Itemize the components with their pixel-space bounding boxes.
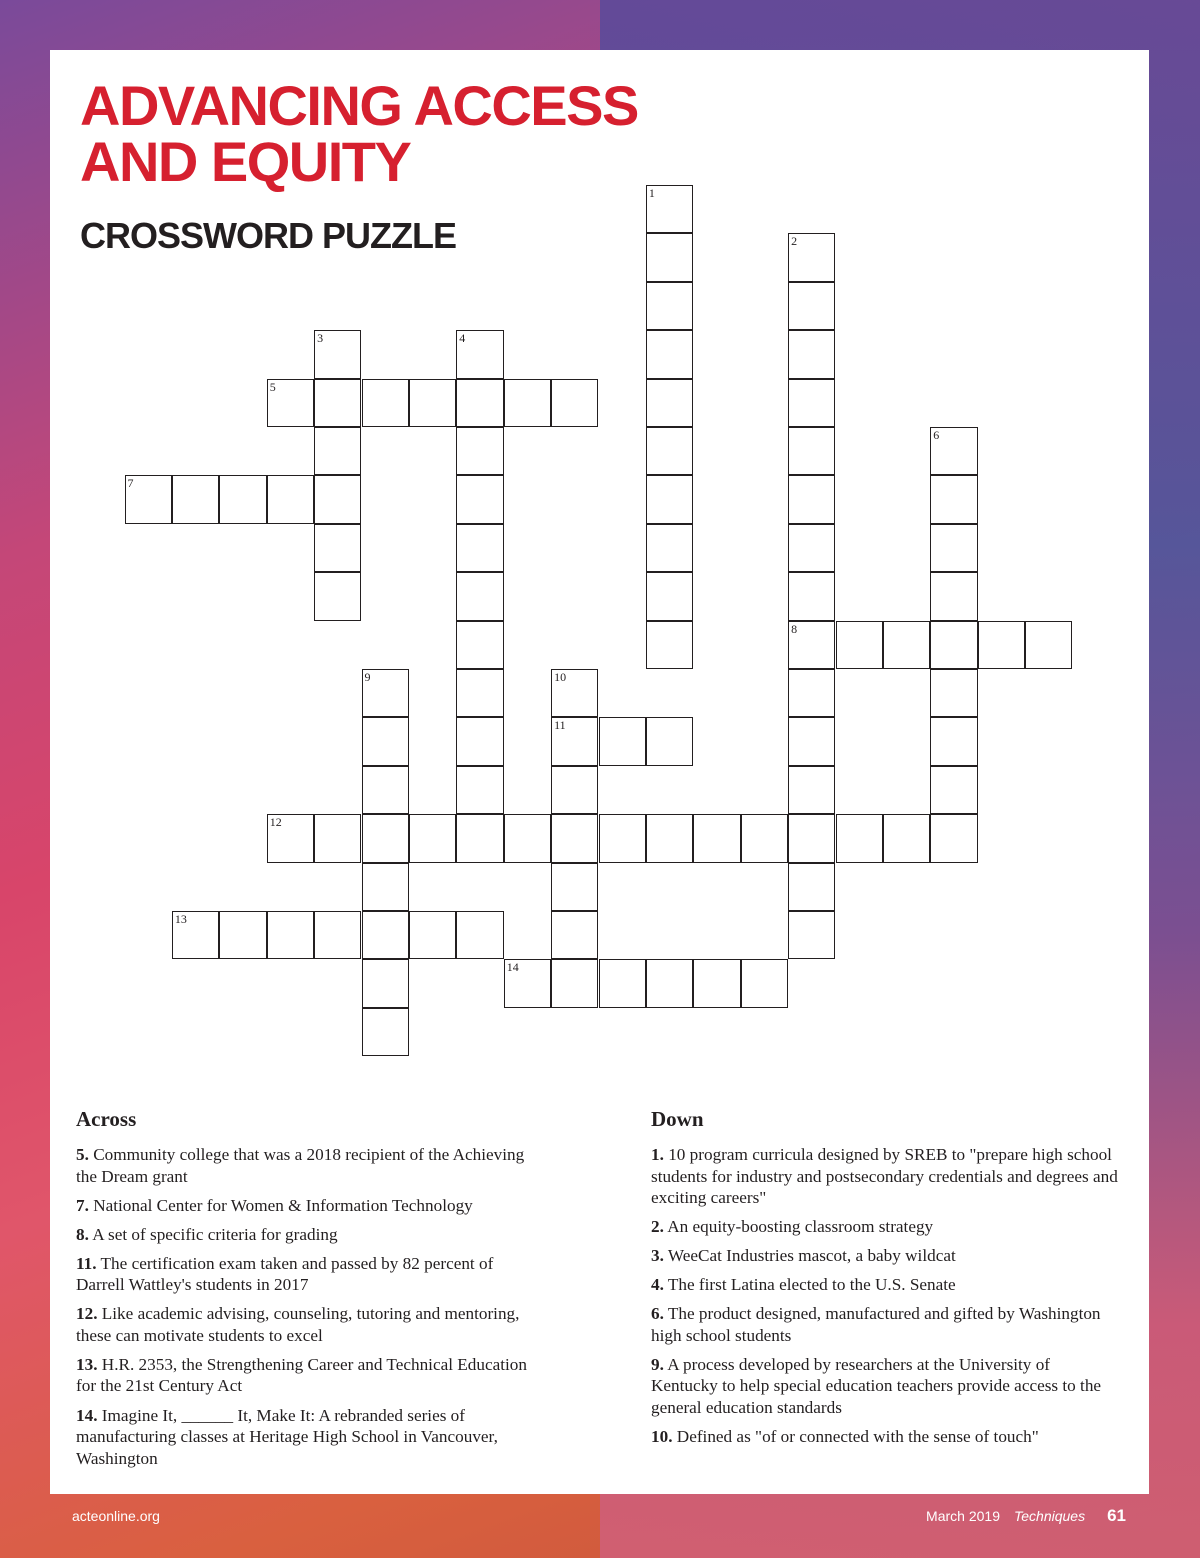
down-clue bbox=[651, 1144, 1121, 1209]
down-clue-number: 10. bbox=[651, 1427, 673, 1447]
crossword-cell[interactable] bbox=[693, 814, 740, 862]
crossword-cell[interactable] bbox=[456, 911, 503, 959]
crossword-cell[interactable] bbox=[456, 475, 503, 523]
across-clue-text: A set of specific criteria for grading bbox=[92, 1224, 338, 1244]
crossword-cell[interactable] bbox=[883, 814, 930, 862]
crossword-cell[interactable] bbox=[456, 814, 503, 862]
across-clue-number: 14. bbox=[76, 1405, 98, 1425]
crossword-cell[interactable] bbox=[362, 669, 409, 717]
down-clue bbox=[651, 1274, 1121, 1296]
down-clue bbox=[651, 1216, 1121, 1238]
clue-number-label: 7 bbox=[127, 476, 134, 491]
crossword-cell[interactable] bbox=[930, 427, 977, 475]
crossword-cell[interactable] bbox=[599, 814, 646, 862]
clue-number-label: 5 bbox=[269, 379, 276, 394]
crossword-cell[interactable] bbox=[930, 717, 977, 765]
crossword-cell[interactable] bbox=[456, 621, 503, 669]
down-clue-text: A process developed by researchers at the University of Kentucky to help special education teachers provide access to the general education standards bbox=[651, 1354, 1102, 1417]
crossword-cell[interactable] bbox=[599, 959, 646, 1007]
crossword-cell[interactable] bbox=[456, 524, 503, 572]
down-clue-list bbox=[651, 1144, 1121, 1448]
across-clue-text: Community college that was a 2018 recipient of the Achieving the Dream grant bbox=[76, 1145, 525, 1186]
page-subtitle: CROSSWORD PUZZLE bbox=[80, 215, 456, 256]
crossword-cell[interactable] bbox=[456, 379, 503, 427]
crossword-cell[interactable] bbox=[456, 766, 503, 814]
crossword-cell[interactable] bbox=[930, 621, 977, 669]
across-clue bbox=[76, 1405, 546, 1470]
crossword-cell[interactable] bbox=[646, 185, 693, 233]
crossword-cell[interactable] bbox=[930, 572, 977, 620]
crossword-cell[interactable] bbox=[456, 669, 503, 717]
crossword-cell[interactable] bbox=[930, 814, 977, 862]
down-clue-number: 3. bbox=[651, 1246, 664, 1266]
crossword-cell[interactable] bbox=[646, 475, 693, 523]
crossword-cell[interactable] bbox=[362, 1008, 409, 1056]
crossword-cell[interactable] bbox=[788, 427, 835, 475]
clue-number-label: 13 bbox=[174, 912, 187, 926]
across-clue-list bbox=[76, 1144, 546, 1469]
across-clue-text: National Center for Women & Information Technology bbox=[93, 1195, 473, 1215]
footer-website[interactable]: acteonline.org bbox=[72, 1508, 160, 1524]
crossword-cell[interactable] bbox=[930, 669, 977, 717]
crossword-cell[interactable] bbox=[646, 524, 693, 572]
across-heading: Across bbox=[76, 1107, 137, 1131]
crossword-cell[interactable] bbox=[646, 330, 693, 378]
down-clue-text: Defined as "of or connected with the sense of touch" bbox=[676, 1427, 1039, 1447]
crossword-cell[interactable] bbox=[314, 379, 361, 427]
footer-magazine-name: Techniques bbox=[1013, 1508, 1086, 1524]
crossword-cell[interactable] bbox=[362, 717, 409, 765]
crossword-cell[interactable] bbox=[788, 717, 835, 765]
across-clue-number: 5. bbox=[76, 1145, 89, 1164]
crossword-cell[interactable] bbox=[646, 282, 693, 330]
crossword-cell[interactable] bbox=[409, 814, 456, 862]
across-clue bbox=[76, 1195, 546, 1217]
down-clue bbox=[651, 1303, 1121, 1346]
crossword-cell[interactable] bbox=[314, 475, 361, 523]
crossword-cell[interactable] bbox=[314, 330, 361, 378]
crossword-cell[interactable] bbox=[456, 572, 503, 620]
crossword-cell[interactable] bbox=[646, 233, 693, 281]
crossword-cell[interactable] bbox=[883, 621, 930, 669]
across-clue-text: Like academic advising, counseling, tutoring and mentoring, these can motivate students to excel bbox=[76, 1304, 520, 1345]
crossword-cell[interactable] bbox=[551, 717, 598, 765]
crossword-cell[interactable] bbox=[504, 959, 551, 1007]
crossword-cell[interactable] bbox=[551, 766, 598, 814]
clue-number-label: 3 bbox=[317, 331, 324, 346]
crossword-cell[interactable] bbox=[646, 717, 693, 765]
crossword-cell[interactable] bbox=[836, 814, 883, 862]
crossword-cell[interactable] bbox=[788, 379, 835, 427]
down-clue-number: 4. bbox=[651, 1275, 664, 1295]
clue-number-label: 6 bbox=[933, 428, 940, 442]
crossword-cell[interactable] bbox=[741, 814, 788, 862]
across-clue bbox=[76, 1303, 546, 1346]
crossword-cell[interactable] bbox=[456, 427, 503, 475]
crossword-cell[interactable] bbox=[456, 717, 503, 765]
crossword-cell[interactable] bbox=[267, 911, 314, 959]
crossword-cell[interactable] bbox=[362, 959, 409, 1007]
crossword-cell[interactable] bbox=[219, 911, 266, 959]
crossword-cell[interactable] bbox=[551, 959, 598, 1007]
crossword-cell[interactable] bbox=[646, 959, 693, 1007]
down-clue-number: 1. bbox=[651, 1145, 664, 1164]
crossword-cell[interactable] bbox=[788, 282, 835, 330]
crossword-cell[interactable] bbox=[646, 814, 693, 862]
across-clue-number: 13. bbox=[76, 1354, 98, 1374]
crossword-cell[interactable] bbox=[551, 863, 598, 911]
crossword-cell[interactable] bbox=[456, 330, 503, 378]
down-clue-text: The product designed, manufactured and gifted by Washington high school students bbox=[651, 1304, 1101, 1345]
crossword-cell[interactable] bbox=[172, 475, 219, 523]
across-clue bbox=[76, 1224, 546, 1246]
crossword-cell[interactable] bbox=[693, 959, 740, 1007]
crossword-cell[interactable] bbox=[551, 379, 598, 427]
across-clue-number: 11. bbox=[76, 1253, 97, 1273]
crossword-cell[interactable] bbox=[551, 911, 598, 959]
down-clue bbox=[651, 1426, 1121, 1448]
crossword-cell[interactable] bbox=[788, 814, 835, 862]
across-clue bbox=[76, 1144, 546, 1187]
crossword-cell[interactable] bbox=[599, 717, 646, 765]
across-clue bbox=[76, 1253, 546, 1296]
crossword-cell[interactable] bbox=[314, 524, 361, 572]
crossword-cell[interactable] bbox=[788, 911, 835, 959]
clue-number-label: 10 bbox=[554, 670, 567, 684]
crossword-cell[interactable] bbox=[551, 669, 598, 717]
clue-number-label: 11 bbox=[554, 718, 566, 733]
crossword-cell[interactable] bbox=[788, 330, 835, 378]
down-heading: Down bbox=[651, 1107, 704, 1131]
clue-number-label: 2 bbox=[791, 234, 798, 249]
down-clue bbox=[651, 1245, 1121, 1267]
crossword-cell[interactable] bbox=[930, 475, 977, 523]
across-clues bbox=[76, 1106, 546, 1477]
crossword-cell[interactable] bbox=[267, 814, 314, 862]
crossword-cell[interactable] bbox=[504, 814, 551, 862]
clue-number-label: 14 bbox=[506, 960, 519, 975]
across-clue-text: H.R. 2353, the Strengthening Career and Technical Education for the 21st Century Act bbox=[76, 1354, 527, 1396]
across-clue-number: 7. bbox=[76, 1195, 89, 1215]
crossword-cell[interactable] bbox=[1025, 621, 1072, 669]
crossword-cell[interactable] bbox=[125, 475, 172, 523]
crossword-cell[interactable] bbox=[646, 427, 693, 475]
crossword-cell[interactable] bbox=[930, 766, 977, 814]
crossword-cell[interactable] bbox=[409, 911, 456, 959]
down-clue bbox=[651, 1354, 1121, 1419]
crossword-cell[interactable] bbox=[219, 475, 266, 523]
across-clue bbox=[76, 1354, 546, 1397]
crossword-cell[interactable] bbox=[741, 959, 788, 1007]
crossword-cell[interactable] bbox=[978, 621, 1025, 669]
crossword-cell[interactable] bbox=[646, 621, 693, 669]
crossword-cell[interactable] bbox=[646, 572, 693, 620]
down-clue-text: The first Latina elected to the U.S. Senate bbox=[667, 1275, 956, 1295]
down-clues bbox=[651, 1106, 1121, 1455]
down-clue-text: 10 program curricula designed by SREB to "prepare high school students for industry and postsecondary credentials and degrees and exciting careers" bbox=[651, 1145, 1118, 1207]
down-clue-text: WeeCat Industries mascot, a baby wildcat bbox=[667, 1246, 956, 1266]
crossword-cell[interactable] bbox=[788, 669, 835, 717]
crossword-cell[interactable] bbox=[930, 524, 977, 572]
crossword-cell[interactable] bbox=[788, 524, 835, 572]
footer-issue-info bbox=[926, 1506, 1126, 1526]
crossword-cell[interactable] bbox=[314, 572, 361, 620]
crossword-cell[interactable] bbox=[646, 379, 693, 427]
crossword-cell[interactable] bbox=[362, 911, 409, 959]
footer-page-number: 61 bbox=[1107, 1506, 1126, 1525]
across-clue-text: The certification exam taken and passed by 82 percent of Darrell Wattley's students in 2017 bbox=[76, 1253, 494, 1295]
down-clue-number: 6. bbox=[651, 1304, 664, 1324]
crossword-cell[interactable] bbox=[362, 863, 409, 911]
across-clue-number: 12. bbox=[76, 1304, 98, 1324]
across-clue-text: Imagine It, ______ It, Make It: A rebranded series of manufacturing classes at Heritage High School in Vancouver, Washington bbox=[76, 1405, 498, 1468]
crossword-cell[interactable] bbox=[172, 911, 219, 959]
down-clue-text: An equity-boosting classroom strategy bbox=[667, 1217, 934, 1237]
across-clue-number: 8. bbox=[76, 1224, 89, 1244]
crossword-cell[interactable] bbox=[362, 814, 409, 862]
clue-number-label: 8 bbox=[791, 621, 798, 636]
crossword-cell[interactable] bbox=[409, 379, 456, 427]
crossword-cell[interactable] bbox=[788, 233, 835, 281]
crossword-cell[interactable] bbox=[314, 427, 361, 475]
crossword-cell[interactable] bbox=[267, 475, 314, 523]
down-clue-number: 9. bbox=[651, 1354, 664, 1374]
crossword-cell[interactable] bbox=[362, 379, 409, 427]
crossword-cell[interactable] bbox=[788, 766, 835, 814]
footer-issue-date: March 2019 bbox=[926, 1508, 1000, 1524]
crossword-cell[interactable] bbox=[314, 814, 361, 862]
crossword-cell[interactable] bbox=[551, 814, 598, 862]
down-clue-number: 2. bbox=[651, 1217, 664, 1237]
crossword-cell[interactable] bbox=[788, 572, 835, 620]
clue-number-label: 1 bbox=[648, 186, 655, 200]
clue-number-label: 9 bbox=[364, 670, 371, 684]
crossword-cell[interactable] bbox=[836, 621, 883, 669]
clue-number-label: 4 bbox=[459, 331, 466, 346]
crossword-cell[interactable] bbox=[788, 863, 835, 911]
crossword-cell[interactable] bbox=[362, 766, 409, 814]
crossword-cell[interactable] bbox=[788, 475, 835, 523]
clue-number-label: 12 bbox=[269, 815, 282, 830]
crossword-cell[interactable] bbox=[314, 911, 361, 959]
page-title: ADVANCING ACCESS AND EQUITY bbox=[80, 74, 638, 193]
crossword-cell[interactable] bbox=[788, 621, 835, 669]
crossword-cell[interactable] bbox=[267, 379, 314, 427]
crossword-cell[interactable] bbox=[504, 379, 551, 427]
